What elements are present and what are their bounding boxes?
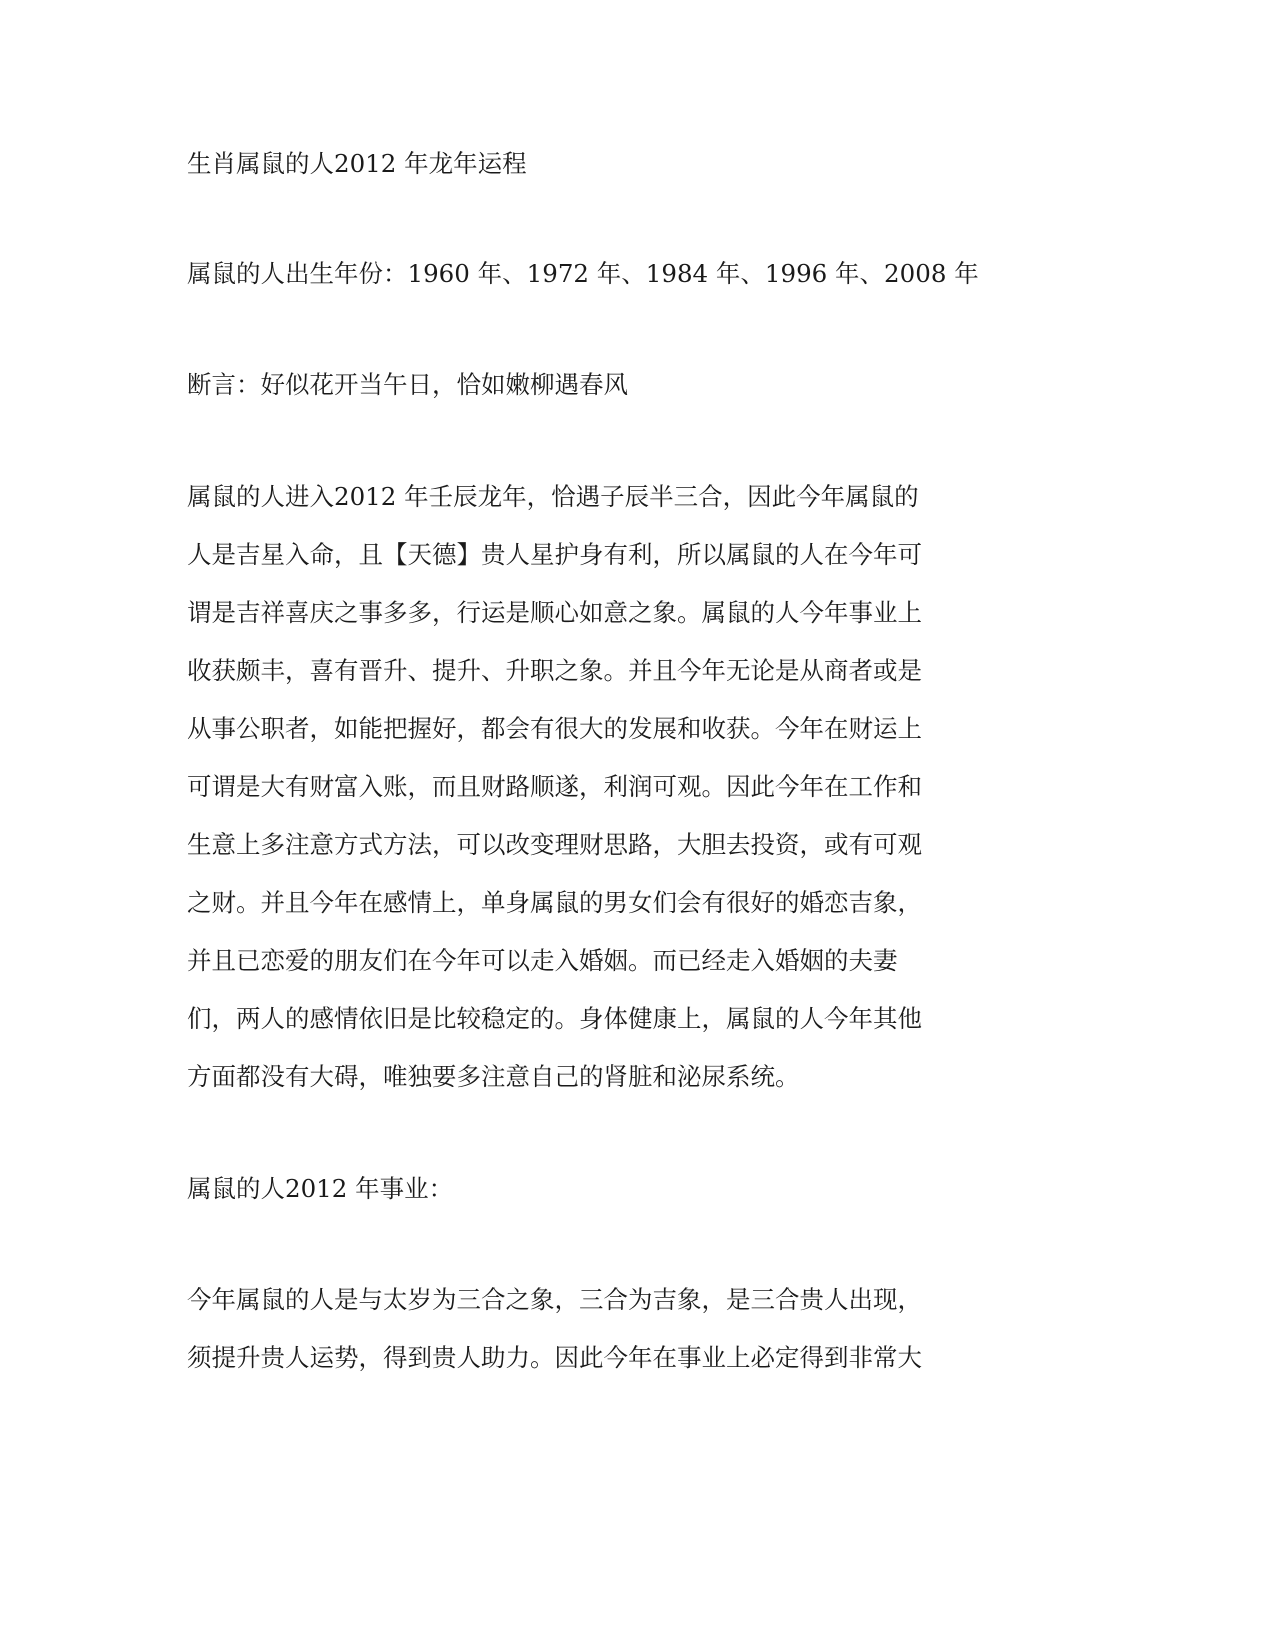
birth-years-line: 属鼠的人出生年份：1960 年、1972 年、1984 年、1996 年、2008 年 <box>187 259 979 288</box>
career-heading: 属鼠的人2012 年事业： <box>187 1174 454 1203</box>
paragraph-line: 今年属鼠的人是与太岁为三合之象，三合为吉象，是三合贵人出现， <box>187 1285 922 1314</box>
paragraph-line: 方面都没有大碍，唯独要多注意自己的肾脏和泌尿系统。 <box>187 1062 800 1091</box>
document-title: 生肖属鼠的人2012 年龙年运程 <box>187 149 527 178</box>
paragraph-line: 谓是吉祥喜庆之事多多，行运是顺心如意之象。属鼠的人今年事业上 <box>187 598 922 627</box>
paragraph-line: 并且已恋爱的朋友们在今年可以走入婚姻。而已经走入婚姻的夫妻 <box>187 946 898 975</box>
paragraph-line: 从事公职者，如能把握好，都会有很大的发展和收获。今年在财运上 <box>187 714 922 743</box>
paragraph-line: 之财。并且今年在感情上，单身属鼠的男女们会有很好的婚恋吉象， <box>187 888 922 917</box>
paragraph-line: 可谓是大有财富入账，而且财路顺遂，利润可观。因此今年在工作和 <box>187 772 922 801</box>
paragraph-line: 们，两人的感情依旧是比较稳定的。身体健康上，属鼠的人今年其他 <box>187 1004 922 1033</box>
paragraph-line: 生意上多注意方式方法，可以改变理财思路，大胆去投资，或有可观 <box>187 830 922 859</box>
paragraph-line: 人是吉星入命，且【天德】贵人星护身有利，所以属鼠的人在今年可 <box>187 540 922 569</box>
paragraph-line: 须提升贵人运势，得到贵人助力。因此今年在事业上必定得到非常大 <box>187 1343 922 1372</box>
paragraph-line: 属鼠的人进入2012 年壬辰龙年，恰遇子辰半三合，因此今年属鼠的 <box>187 482 919 511</box>
paragraph-line: 收获颇丰，喜有晋升、提升、升职之象。并且今年无论是从商者或是 <box>187 656 922 685</box>
verdict-line: 断言：好似花开当午日，恰如嫩柳遇春风 <box>187 370 628 399</box>
